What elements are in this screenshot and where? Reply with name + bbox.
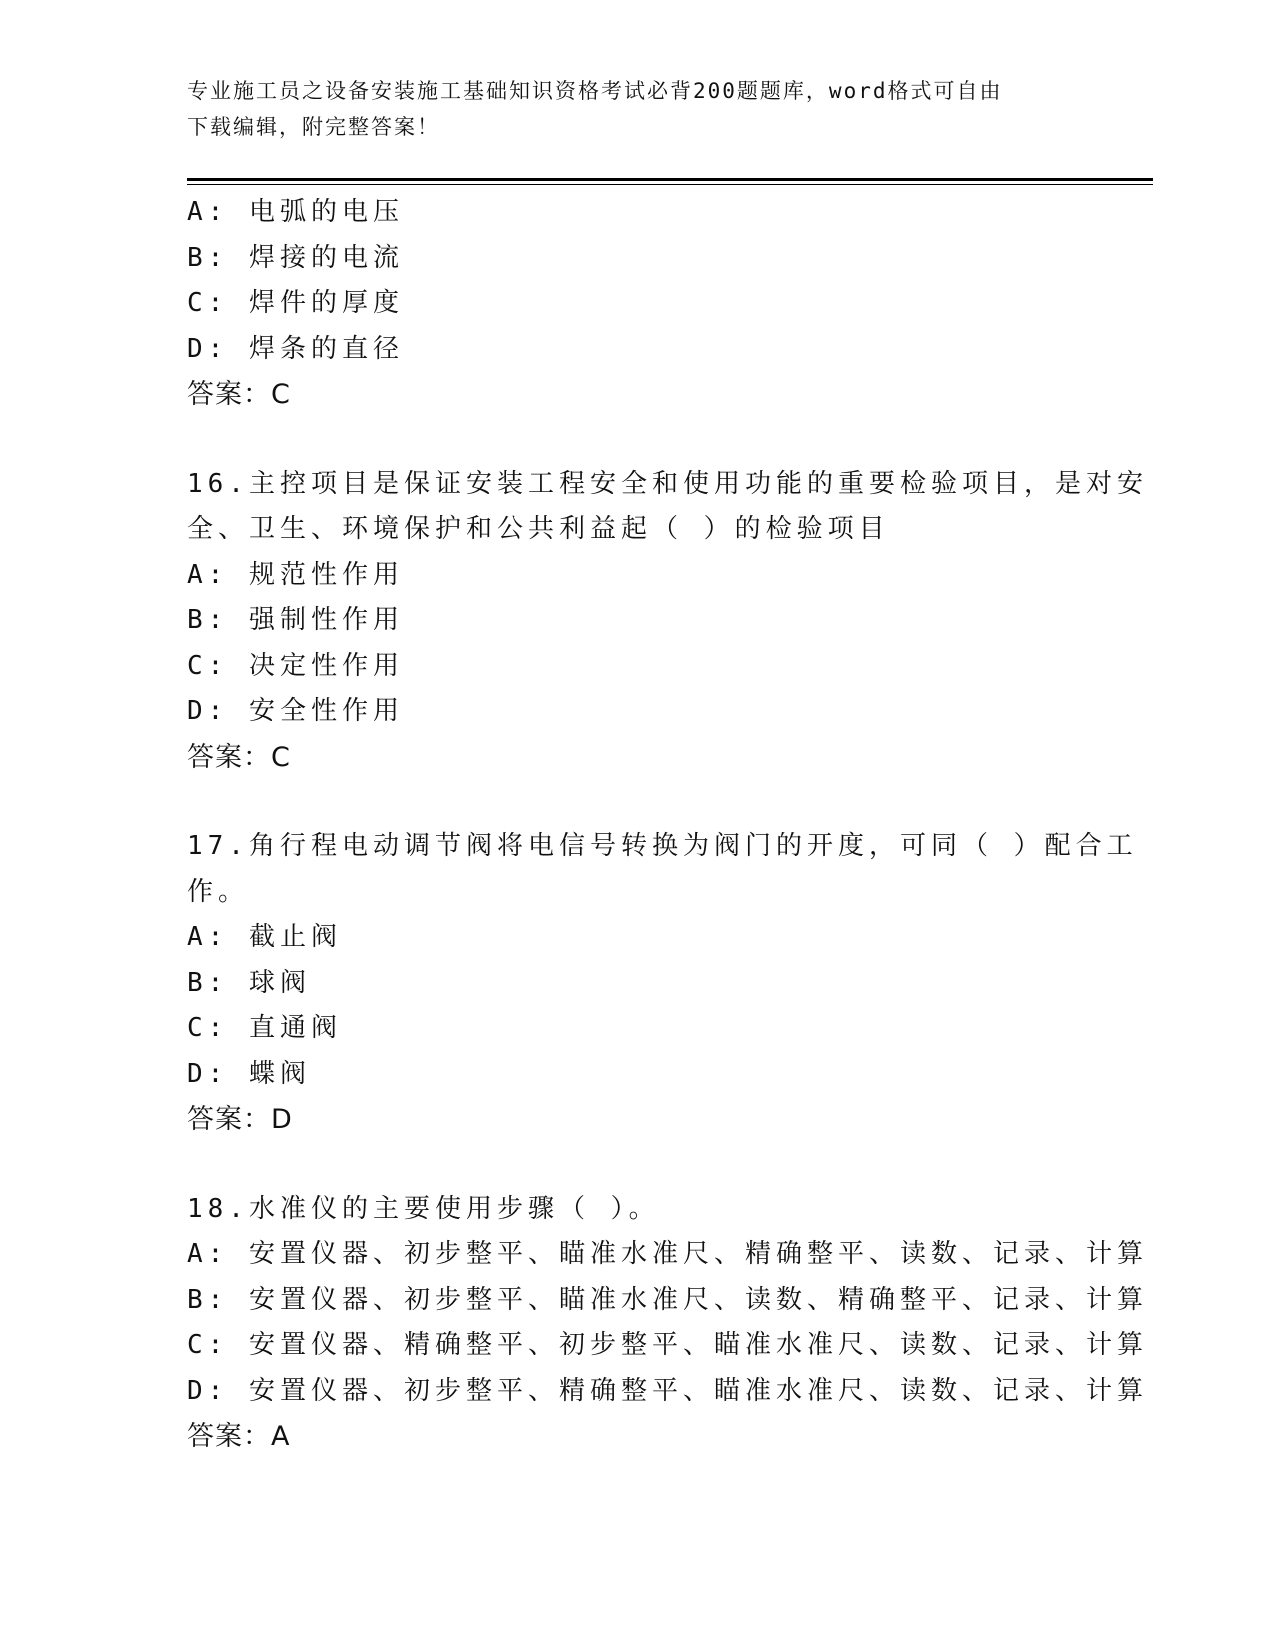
- option-c: C: 决定性作用: [187, 650, 404, 681]
- option-a: A: 截止阀: [187, 922, 342, 952]
- option-b: B: 焊接的电流: [187, 242, 404, 273]
- header-divider-thin: [187, 184, 1153, 185]
- option-c: C: 直通阀: [187, 1013, 342, 1043]
- option-c: C: 安置仪器、精确整平、初步整平、瞄准水准尺、读数、记录、计算: [187, 1330, 1148, 1360]
- option-d: D: 安全性作用: [187, 696, 404, 726]
- question-17-block: [187, 824, 1138, 1143]
- option-a: A: 电弧的电压: [187, 197, 404, 227]
- answer-label: 答案：C: [187, 379, 291, 410]
- document-header: [187, 73, 1067, 145]
- question-17-line-2: 作。: [187, 876, 250, 907]
- question-16-line-2: 全、卫生、环境保护和公共利益起（ ）的检验项目: [187, 514, 890, 544]
- question-16-text: [187, 462, 1148, 553]
- option-d: D: 安置仪器、初步整平、精确整平、瞄准水准尺、读数、记录、计算: [187, 1375, 1148, 1406]
- option-a: A: 安置仪器、初步整平、瞄准水准尺、精确整平、读数、记录、计算: [187, 1239, 1148, 1269]
- spacer: [187, 1143, 1087, 1187]
- question-content: [187, 190, 1148, 1460]
- question-17-line-1: 17.角行程电动调节阀将电信号转换为阀门的开度，可同（ ）配合工: [187, 831, 1138, 861]
- option-d: D: 蝶阀: [187, 1058, 311, 1089]
- question-18-line-1: 18.水准仪的主要使用步骤（ ）。: [187, 1193, 660, 1224]
- option-c: C: 焊件的厚度: [187, 288, 404, 318]
- option-d: D: 焊条的直径: [187, 333, 404, 364]
- option-b: B: 球阀: [187, 967, 311, 998]
- answer-label: 答案：D: [187, 1104, 293, 1135]
- question-18-text: [187, 1187, 1087, 1233]
- question-17-text: [187, 824, 1138, 915]
- spacer: [187, 780, 1087, 824]
- answer-label: 答案：A: [187, 1421, 291, 1452]
- header-title-line-1: 专业施工员之设备安装施工基础知识资格考试必背200题题库，word格式可自由: [187, 79, 1003, 103]
- header-divider-thick: [187, 178, 1153, 181]
- option-b: B: 强制性作用: [187, 605, 404, 635]
- question-16-block: [187, 462, 1148, 781]
- spacer: [187, 418, 1087, 462]
- header-title-line-2: 下载编辑，附完整答案！: [187, 115, 440, 139]
- answer-label: 答案：C: [187, 741, 291, 773]
- option-a: A: 规范性作用: [187, 559, 404, 590]
- question-16-line-1: 16.主控项目是保证安装工程安全和使用功能的重要检验项目，是对安: [187, 468, 1148, 499]
- option-b: B: 安置仪器、初步整平、瞄准水准尺、读数、精确整平、记录、计算: [187, 1284, 1148, 1315]
- question-15-block: [187, 190, 1087, 418]
- question-18-block: [187, 1187, 1148, 1460]
